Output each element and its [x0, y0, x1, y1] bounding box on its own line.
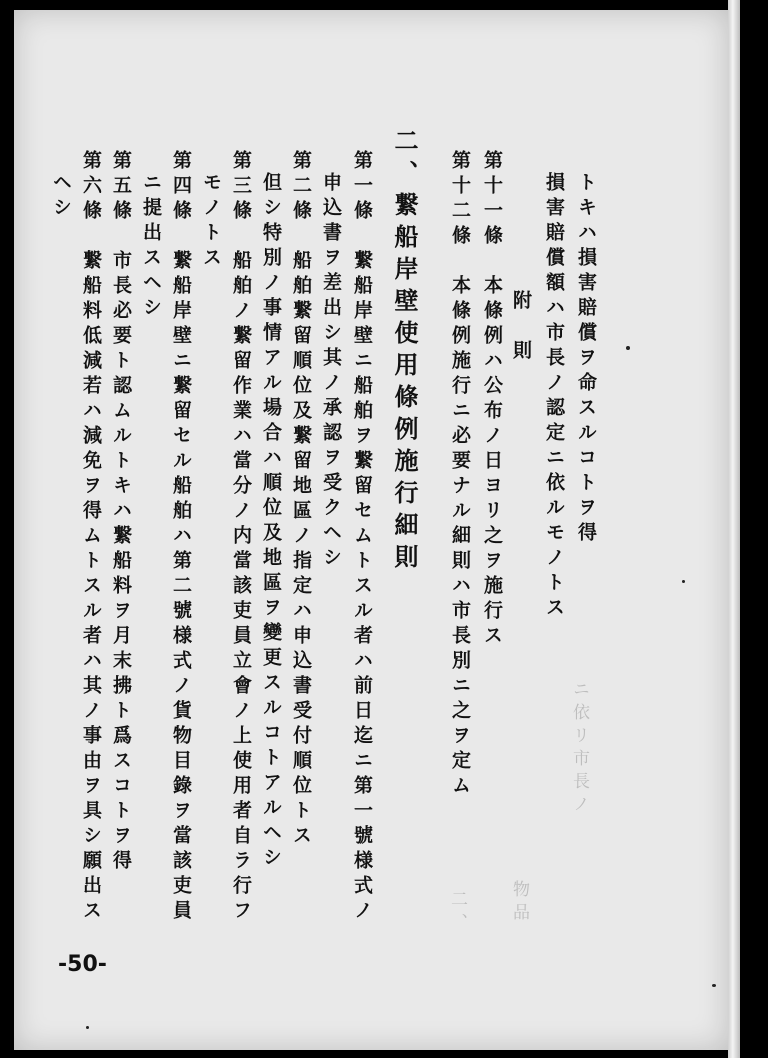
bleed-through-text-1: ニ依リ市長ノ [569, 680, 589, 818]
text-column-article-4-cont: ニ提出スヘシ [140, 172, 162, 322]
text-column-2: 損害賠償額ハ市長ノ認定ニ依ルモノトス [543, 172, 565, 622]
text-column-article-2: 第二條 船舶繋留順位及繋留地區ノ指定ハ申込書受付順位トス [290, 150, 312, 850]
text-column-article-3: 第三條 船舶ノ繋留作業ハ當分ノ内當該吏員立會ノ上使用者自ラ行フ [230, 150, 252, 925]
scan-speck [682, 580, 685, 583]
appendix-heading: 附 則 [510, 290, 532, 365]
text-column-article-3-cont: モノトス [200, 172, 222, 272]
text-column-article-1: 第一條 繋船岸壁ニ船舶ヲ繋留セムトスル者ハ前日迄ニ第一號様式ノ [351, 150, 373, 925]
scan-speck [626, 346, 630, 350]
bleed-through-text-2: 物品 [509, 880, 529, 926]
scan-speck [712, 984, 716, 987]
scan-speck [86, 1026, 89, 1029]
text-column-article-11: 第十一條 本條例ハ公布ノ日ヨリ之ヲ施行ス [481, 150, 503, 650]
text-column-article-5: 第五條 市長必要ト認ムルトキハ繋船料ヲ月末拂ト爲スコトヲ得 [110, 150, 132, 875]
text-column-article-6: 第六條 繋船料低減若ハ減免ヲ得ムトスル者ハ其ノ事由ヲ具シ願出ス [80, 150, 102, 925]
bleed-through-text-3: 二、 [447, 890, 467, 936]
page-number: -50- [58, 952, 107, 977]
page-edge [728, 0, 740, 1058]
section-title: 二、繋船岸壁使用條例施行細則 [390, 128, 419, 576]
text-column-article-6-cont: ヘシ [50, 172, 72, 222]
text-column-article-4: 第四條 繋船岸壁ニ繋留セル船舶ハ第二號様式ノ貨物目錄ヲ當該吏員 [170, 150, 192, 925]
text-column-1: トキハ損害賠償ヲ命スルコトヲ得 [575, 172, 597, 547]
text-column-article-2-cont: 但シ特別ノ事情アル場合ハ順位及地區ヲ變更スルコトアルヘシ [260, 172, 282, 872]
text-column-article-1-cont: 申込書ヲ差出シ其ノ承認ヲ受クヘシ [320, 172, 342, 572]
text-column-article-12: 第十二條 本條例施行ニ必要ナル細則ハ市長別ニ之ヲ定ム [449, 150, 471, 800]
